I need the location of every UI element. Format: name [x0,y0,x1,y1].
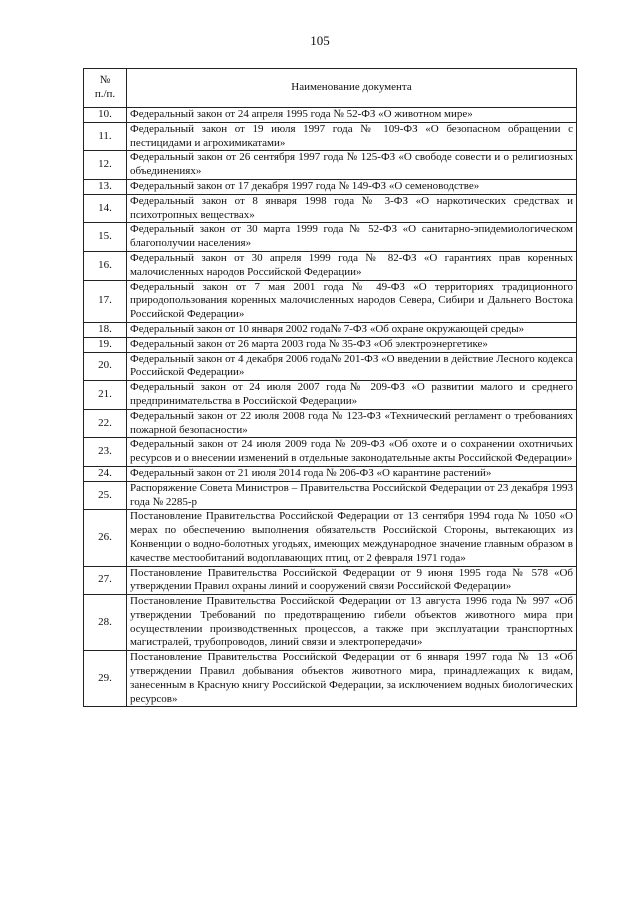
documents-table [83,68,577,707]
table-row [84,151,577,180]
table-row [84,194,577,223]
row-number: 25. [84,481,127,510]
table-row [84,381,577,410]
table-row [84,352,577,381]
row-number: 27. [84,566,127,595]
table-row [84,510,577,566]
row-number: 28. [84,595,127,651]
row-number: 20. [84,352,127,381]
row-document-name: Постановление Правительства Российской Федерации от 9 июня 1995 года № 578 «Об утверждении Правил охраны линий и сооружений связи Российской Федерации» [127,566,577,595]
row-number: 24. [84,466,127,481]
row-number: 19. [84,337,127,352]
table-row [84,251,577,280]
table-body [84,108,577,707]
table-row [84,566,577,595]
row-document-name: Федеральный закон от 8 января 1998 года № 3-ФЗ «О наркотических средствах и психотропных веществах» [127,194,577,223]
row-document-name: Федеральный закон от 30 апреля 1999 года № 82-ФЗ «О гарантиях прав коренных малочисленных народов Российской Федерации» [127,251,577,280]
row-number: 12. [84,151,127,180]
row-document-name: Федеральный закон от 24 июля 2007 года№ 209-ФЗ «О развитии малого и среднего предпринимательства в Российской Федерации» [127,381,577,410]
row-number: 18. [84,322,127,337]
row-number: 26. [84,510,127,566]
row-document-name: Федеральный закон от 26 сентября 1997 года № 125-ФЗ «О свободе совести и о религиозных объединениях» [127,151,577,180]
row-document-name: Федеральный закон от 26 марта 2003 года № 35-ФЗ «Об электроэнергетике» [127,337,577,352]
page-number: 105 [310,33,330,48]
row-number: 22. [84,409,127,438]
row-number: 29. [84,651,127,707]
row-document-name: Постановление Правительства Российской Федерации от 6 января 1997 года № 13 «Об утверждении Правил добывания объектов животного мира, принадлежащих к видам, занесенным в Красную книгу Российской Федерации, за исключением водных биологических ресурсов» [127,651,577,707]
row-document-name: Федеральный закон от 19 июля 1997 года № 109-ФЗ «О безопасном обращении с пестицидами и агрохимикатами» [127,122,577,151]
table-row [84,122,577,151]
row-document-name: Федеральный закон от 24 июля 2009 года № 209-ФЗ «Об охоте и о сохранении охотничьих ресурсов и о внесении изменений в отдельные законодательные акты Российской Федерации» [127,438,577,467]
table-row [84,322,577,337]
row-number: 15. [84,223,127,252]
row-document-name: Распоряжение Совета Министров – Правительства Российской Федерации от 23 декабря 1993 года № 2285-р [127,481,577,510]
row-document-name: Постановление Правительства Российской Федерации от 13 августа 1996 года № 997 «Об утверждении Требований по предотвращению гибели объектов животного мира при осуществлении производственных процессов, а также при эксплуатации транспортных магистралей, трубопроводов, линий связи и электропередачи» [127,595,577,651]
row-document-name: Федеральный закон от 7 мая 2001 года № 49-ФЗ «О территориях традиционного природопользования коренных малочисленных народов Севера, Сибири и Дальнего Востока Российской Федерации» [127,280,577,322]
table-row [84,481,577,510]
row-number: 21. [84,381,127,410]
header-document-name: Наименование документа [127,69,577,108]
row-document-name: Постановление Правительства Российской Федерации от 13 сентября 1994 года № 1050 «О мерах по обеспечению выполнения обязательств Российской Стороны, вытекающих из Конвенции о водно-болотных угодьях, имеющих международное значение главным образом в качестве местообитаний водоплавающих птиц, от 2 февраля 1971 года» [127,510,577,566]
table-row [84,651,577,707]
table-row [84,179,577,194]
row-number: 17. [84,280,127,322]
row-document-name: Федеральный закон от 24 апреля 1995 года № 52-ФЗ «О животном мире» [127,108,577,123]
table-row [84,466,577,481]
header-row [84,69,577,108]
row-number: 10. [84,108,127,123]
table-row [84,280,577,322]
table-row [84,337,577,352]
row-number: 23. [84,438,127,467]
row-document-name: Федеральный закон от 21 июля 2014 года № 206-ФЗ «О карантине растений» [127,466,577,481]
row-number: 14. [84,194,127,223]
table-row [84,595,577,651]
row-number: 16. [84,251,127,280]
header-number-line: п./п. [94,88,116,100]
row-document-name: Федеральный закон от 4 декабря 2006 года№ 201-ФЗ «О введении в действие Лесного кодекса Российской Федерации» [127,352,577,381]
row-number: 13. [84,179,127,194]
header-number [84,69,127,108]
row-document-name: Федеральный закон от 22 июля 2008 года № 123-ФЗ «Технический регламент о требованиях пожарной безопасности» [127,409,577,438]
row-document-name: Федеральный закон от 10 января 2002 года№ 7-ФЗ «Об охране окружающей среды» [127,322,577,337]
table-row [84,409,577,438]
row-document-name: Федеральный закон от 30 марта 1999 года № 52-ФЗ «О санитарно-эпидемиологическом благополучии населения» [127,223,577,252]
table-row [84,108,577,123]
table-row [84,223,577,252]
table-row [84,438,577,467]
table-header [84,69,577,108]
header-number-line: № [99,74,111,87]
row-number: 11. [84,122,127,151]
row-document-name: Федеральный закон от 17 декабря 1997 года № 149-ФЗ «О семеноводстве» [127,179,577,194]
